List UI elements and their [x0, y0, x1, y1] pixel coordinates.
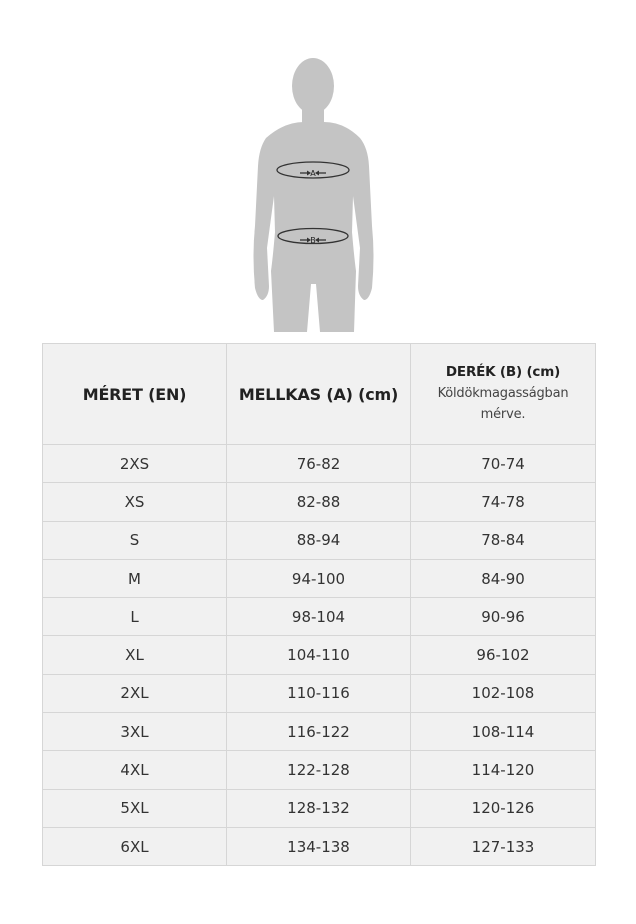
cell-size: XS — [43, 483, 227, 521]
cell-size: 2XS — [43, 445, 227, 483]
cell-size: 3XL — [43, 713, 227, 751]
table-row — [43, 636, 596, 674]
cell-waist: 127-133 — [411, 827, 596, 865]
cell-size: 6XL — [43, 827, 227, 865]
cell-chest: 122-128 — [227, 751, 411, 789]
header-waist — [411, 344, 596, 445]
table-row — [43, 827, 596, 865]
size-chart-table — [42, 343, 596, 866]
label-a: A — [310, 169, 316, 178]
cell-waist: 120-126 — [411, 789, 596, 827]
header-chest: MELLKAS (A) (cm) — [227, 344, 411, 445]
cell-size: M — [43, 559, 227, 597]
cell-chest: 104-110 — [227, 636, 411, 674]
table-row — [43, 521, 596, 559]
cell-waist: 102-108 — [411, 674, 596, 712]
table-header-row — [43, 344, 596, 445]
header-waist-note: Köldökmagasságban mérve. — [437, 385, 569, 422]
cell-chest: 128-132 — [227, 789, 411, 827]
cell-waist: 84-90 — [411, 559, 596, 597]
cell-waist: 78-84 — [411, 521, 596, 559]
table-row — [43, 483, 596, 521]
cell-size: 5XL — [43, 789, 227, 827]
table-row — [43, 559, 596, 597]
body-silhouette — [244, 56, 384, 334]
table-row — [43, 674, 596, 712]
table-row — [43, 789, 596, 827]
cell-chest: 110-116 — [227, 674, 411, 712]
cell-chest: 88-94 — [227, 521, 411, 559]
table-row — [43, 751, 596, 789]
cell-size: 2XL — [43, 674, 227, 712]
head-shape — [292, 58, 334, 114]
cell-waist: 108-114 — [411, 713, 596, 751]
table-row — [43, 713, 596, 751]
cell-waist: 114-120 — [411, 751, 596, 789]
table-row — [43, 598, 596, 636]
body-measurement-figure — [0, 0, 636, 340]
cell-chest: 94-100 — [227, 559, 411, 597]
label-b: B — [310, 236, 316, 245]
cell-chest: 134-138 — [227, 827, 411, 865]
header-waist-title: DERÉK (B) (cm) — [445, 363, 561, 380]
cell-chest: 82-88 — [227, 483, 411, 521]
cell-size: L — [43, 598, 227, 636]
cell-waist: 96-102 — [411, 636, 596, 674]
cell-waist: 70-74 — [411, 445, 596, 483]
cell-chest: 98-104 — [227, 598, 411, 636]
torso-shape — [254, 122, 374, 332]
cell-size: S — [43, 521, 227, 559]
header-size: MÉRET (EN) — [43, 344, 227, 445]
cell-chest: 116-122 — [227, 713, 411, 751]
cell-size: 4XL — [43, 751, 227, 789]
cell-chest: 76-82 — [227, 445, 411, 483]
table-row — [43, 445, 596, 483]
table-body — [43, 445, 596, 866]
cell-waist: 90-96 — [411, 598, 596, 636]
cell-waist: 74-78 — [411, 483, 596, 521]
cell-size: XL — [43, 636, 227, 674]
